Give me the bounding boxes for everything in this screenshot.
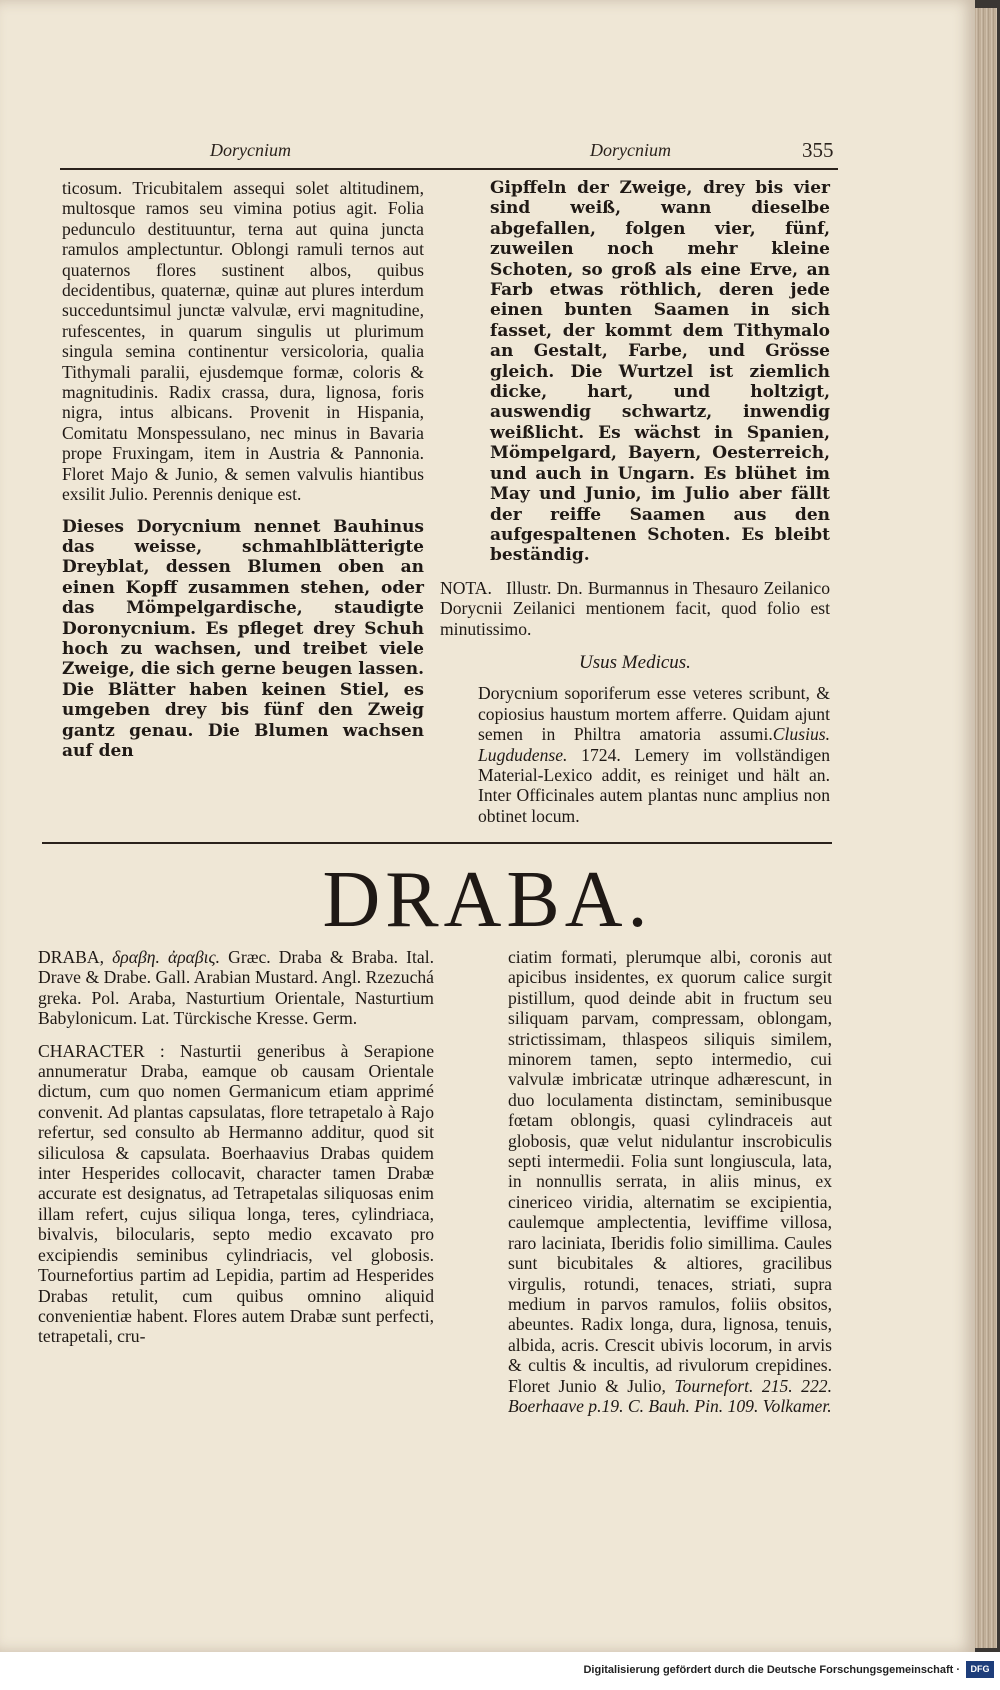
character-text: Nasturtii generibus à Serapione annumeratur Draba, eamque ob causam Orientale dictum, cum quo nomen Germanicum etiam apprimé convenit. Ad plantas capsulatas, flore tetrapetalo à Rajo refertur, sed consulto ab Hermanno additur, quod sit siliculosa & capsulata. Boerhaavius Drabas quidem inter Hesperides collocavit, character tamen Drabæ accurate est designatus, ad Tetrapetalas siliquosas enim illam refert, cujus siliqua longa, teres, cylindriaca, bivalvis, bilocularis, septo medio excavato pro excipiendis seminibus cylindriacis, vel globosis. Tournefortius partim ad Lepidia, partim ad Hesperides Drabas retulit, cum quibus omnino aliquid convenientiæ habent. Flores autem Drabæ sunt perfecti, tetrapetali, cru- [38, 1040, 435, 1347]
lower-left-column [38, 947, 434, 1347]
draba-label: DRABA, [38, 947, 104, 967]
page-number: 355 [802, 138, 834, 162]
latin-description: ticosum. Tricubitalem assequi solet altitudinem, multosque ramos seu vimina potius agit. Folia pedunculo destituuntur, terna aut quina juncta ramulos amplectuntur. Oblongi ramuli ternos aut quaternos flores sustinent albos, quibus decidentibus, quaternæ, quinæ aut plures interdum succeduntsimul junctæ valvulæ, ervi magnitudine, rufescentes, in quarum singulis ut plurimum singula semina continentur versicoloria, qualia Tithymali paralii, ejusdemque formæ, coloris & magnitudinis. Radix crassa, dura, lignosa, foris nigra, intus albicans. Provenit in Hispania, Comitatu Monspessulano, nec minus in Bavaria prope Fruxingam, item in Austria & Pannonia. Floret Majo & Junio, & semen valvulis hiantibus exsilit Julio. Perennis denique est. [62, 178, 424, 505]
nota-paragraph [440, 578, 830, 639]
footer-credit: Digitalisierung gefördert durch die Deutsche Forschungsgemeinschaft · [583, 1664, 960, 1676]
running-head-right: Dorycnium [590, 140, 671, 160]
section-rule [42, 842, 832, 844]
section-title: DRABA. [322, 856, 653, 944]
draba-greek: δραβη. ἀραβις. [112, 947, 221, 967]
lower-right-column [508, 947, 832, 1416]
draba-text: Græc. Draba & Braba. Ital. Drave & Drabe. Gall. Arabian Mustard. Angl. Rzezuchá greka. Pol. Araba, Nasturtium Orientale, Nasturtium Babylonicum. Lat. Türckische Kresse. Germ. [38, 947, 434, 1029]
reference-tournefort: Tournefort. 215. 222. [674, 1375, 832, 1396]
nota-label: NOTA. [440, 577, 492, 598]
german-description: Dieses Dorycnium nennet Bauhinus das weisse, schmahlblätterigte Dreyblat, dessen Blumen oben an einen Kopff zusammen stehen, oder das Mömpelgardische, staudigte Doronycnium. Es pfleget drey Schuh hoch zu wachsen, und treibet viele Zweige, die sich gerne beugen lassen. Die Blätter haben keinen Stiel, es umgeben drey bis fünf den Zweig gantz genau. Die Blumen wachsen auf den [62, 516, 424, 761]
header-rule [60, 168, 838, 170]
upper-right-column [440, 178, 830, 826]
running-head-left: Dorycnium [210, 140, 291, 160]
usus-paragraph [440, 683, 830, 826]
lower-right-text: ciatim formati, plerumque albi, coronis aut apicibus insidentes, ex quorum calice surgit pistillum, quod deinde abit in fructum seu siliquam parvam, compressam, oblongam, strictissimam, thlaspeos siliquis similem, minorem tamen, septo intermedio, cui valvulæ imbricatæ utrinque adhærescunt, in duo loculamenta distinctam, seminibusque fœtam oblongis, quasi cylindraceis aut globosis, quæ velut nidulantur inscrobiculis septi intermedii. Folia sunt longiuscula, lata, in nonnullis serrata, in aliis minus, ex cinericeo viridia, alternatim se excipientia, caulemque amplectentia, leviffime villosa, raro laciniata, Iberidis folio simillima. Caules sunt bicubitales & altiores, gracilibus virgulis, rotundi, tenaces, striati, supra medium in parvos ramulos, foliis obsitos, abeuntes. Radix longa, dura, lignosa, tenuis, albida, acris. Crescit ubivis locorum, in arvis & cultis & incultis, ad rivulorum crepidines. Floret Junio & Julio, [508, 947, 832, 1396]
nota-text: Illustr. Dn. Burmannus in Thesauro Zeilanico Dorycnii Zeilanici mentionem facit, quod folio est minutissimo. [440, 577, 830, 639]
reference-boerhaave: Boerhaave p.19. C. Bauh. Pin. 109. Volkamer. [508, 1395, 832, 1416]
usus-text-1: Dorycnium soporiferum esse veteres scribunt, & copiosius haustum mortem afferre. Quidam ajunt semen in Philtra amatoria assumi. [478, 683, 830, 745]
page-stack-edge [975, 8, 997, 1648]
usus-reference: Clusius. Lugdudense. [478, 724, 830, 765]
lower-right-paragraph [508, 947, 832, 1416]
german-description-continued: Gipffeln der Zweige, drey bis vier sind weiß, wann dieselbe abgefallen, folgen vier, fünf, zuweilen noch mehr kleine Schoten, so groß als eine Erve, an Farb etwas röthlich, deren jede einen bunten Saamen in sich fasset, der kommt dem Tithymalo an Gestalt, Farbe, und Grösse gleich. Die Wurtzel ist ziemlich dicke, hart, und holtzigt, auswendig schwartz, inwendig weißlicht. Es wächst in Spanien, Mömpelgard, Bayern, Oesterreich, und auch in Ungarn. Es blühet im May und Junio, im Julio aber fällt der reiffe Saamen aus den aufgespaltenen Schoten. Es bleibt beständig. [490, 178, 830, 566]
draba-names [38, 947, 434, 1029]
usus-heading: Usus Medicus. [579, 651, 691, 673]
dfg-logo: DFG [966, 1661, 994, 1678]
character-label: CHARACTER : [38, 1040, 165, 1061]
digitization-footer [0, 1652, 1000, 1690]
upper-left-column [62, 178, 424, 761]
character-paragraph [38, 1041, 434, 1347]
usus-text-2: 1724. Lemery im vollständigen Material-Lexico addit, es reiniget und hält an. Inter Officinales autem plantas nunc amplius non obtinet locum. [478, 744, 831, 826]
